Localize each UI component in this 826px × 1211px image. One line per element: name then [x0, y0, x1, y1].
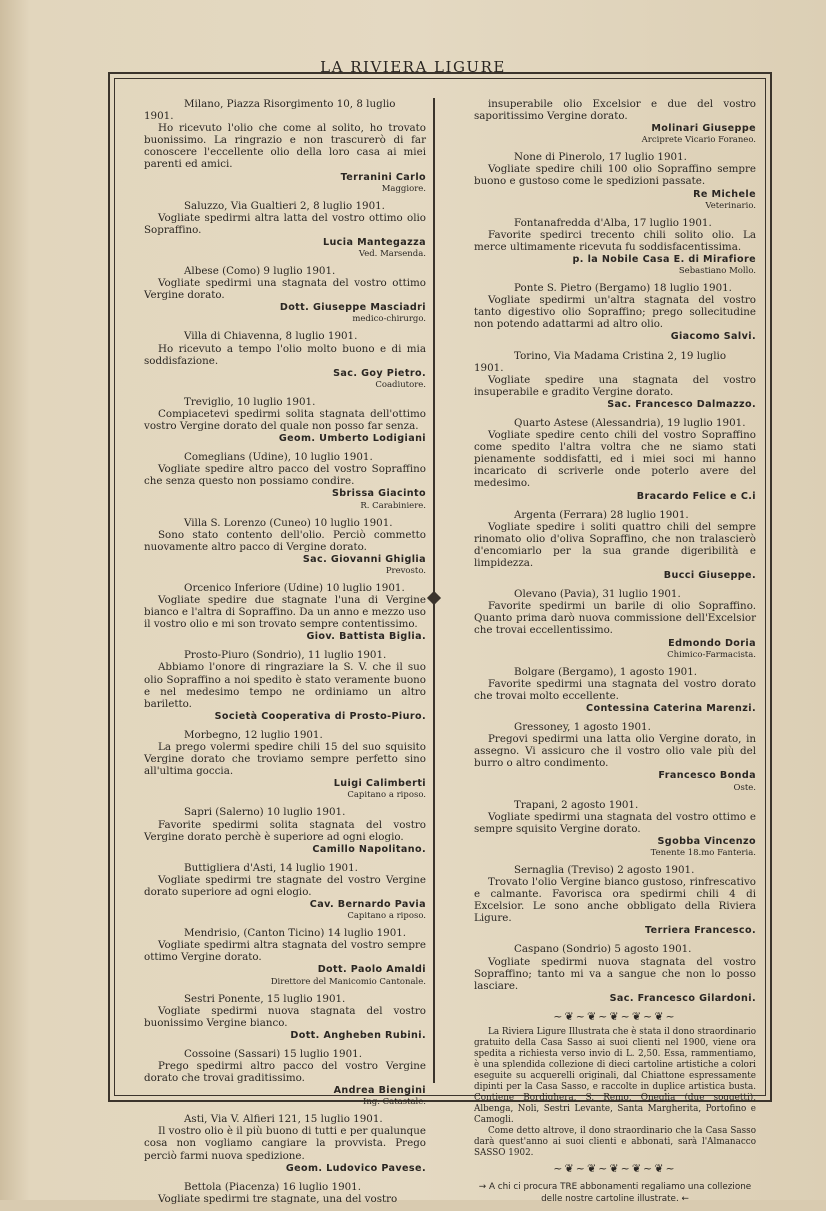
letter-title: Prevosto. — [385, 565, 426, 576]
signature-name: Terriera Francesco. — [645, 925, 756, 937]
letter-body: Vogliate spedirmi un'altra stagnata del vostro tanto digestivo olio Sopraffino; prego sollecitudine non potendo adattarmi ad altro olio. — [474, 294, 756, 331]
letter-signature — [144, 963, 426, 976]
letter-body: Vogliate spedirmi altra stagnata del vostro sempre ottimo Vergine dorato. — [144, 939, 426, 964]
letter-place-date: Morbegno, 12 luglio 1901. — [184, 728, 323, 741]
testimonial-letter — [474, 217, 756, 276]
letter-signature — [474, 398, 756, 411]
testimonial-letter — [474, 943, 756, 1004]
signature-name: Camillo Napolitano. — [312, 843, 426, 855]
signature-name: Molinari Giuseppe — [651, 123, 756, 135]
letter-body: Vogliate spedire i soliti quattro chili del sempre rinomato olio d'oliva Sopraffino, che non tralascierò d'encomiarlo per la sua grande digeribilità e limpidezza. — [474, 520, 756, 569]
testimonial-letter — [144, 200, 426, 259]
letter-title: Oste. — [733, 782, 756, 793]
signature-name: Sgobba Vincenzo — [657, 835, 756, 847]
testimonial-letter — [474, 864, 756, 938]
letter-body: Abbiamo l'onore di ringraziare la S. V. che il suo olio Sopraffino a noi spedito è stato veramente buono e nel medesimo tempo ne ordiniamo un altro bariletto. — [144, 661, 426, 710]
letter-place-date: Villa S. Lorenzo (Cuneo) 10 luglio 1901. — [184, 516, 393, 529]
signature-name: Dott. Giuseppe Masciadri — [279, 302, 426, 314]
letter-title: R. Carabiniere. — [360, 500, 426, 511]
letter-body: Favorite spedirmi una stagnata del vostro dorato che trovai molto eccellente. — [474, 677, 756, 702]
letter-title: Ved. Marsenda. — [358, 249, 426, 260]
signature-name: Lucia Mantegazza — [322, 236, 426, 248]
letter-signature — [144, 777, 426, 790]
letter-body: Vogliate spedire una stagnata del vostro insuperabile e gradito Vergine dorato. — [474, 373, 756, 398]
testimonial-letter — [144, 330, 426, 389]
letter-signature — [144, 843, 426, 856]
signature-name: p. la Nobile Casa E. di Mirafiore — [572, 253, 756, 265]
letter-signature — [474, 637, 756, 650]
letter-place-date: Fontanafredda d'Alba, 17 luglio 1901. — [514, 216, 712, 229]
letter-place-date: Orcenico Inferiore (Udine) 10 luglio 1901. — [184, 581, 405, 594]
signature-name: Giacomo Salvi. — [670, 331, 756, 343]
letter-body: Ho ricevuto a tempo l'olio molto buono e di mia soddisfazione. — [144, 342, 426, 367]
signature-name: Sbrissa Giacinto — [331, 488, 426, 500]
signature-name: Sac. Goy Pietro. — [333, 367, 426, 379]
letter-place-date: Trapani, 2 agosto 1901. — [514, 798, 639, 811]
testimonial-letter — [144, 729, 426, 800]
ornament-rule: ~❦~❦~❦~❦~❦~ — [553, 1009, 677, 1023]
letter-signature — [144, 710, 426, 723]
testimonial-letter — [474, 799, 756, 858]
letter-place-date: Sapri (Salerno) 10 luglio 1901. — [184, 806, 346, 819]
letter-title: Ing. Catastale. — [362, 1097, 426, 1108]
letter-place-date: Gressoney, 1 agosto 1901. — [514, 721, 651, 734]
letter-body: Vogliate spedirmi nuova stagnata del vostro buonissimo Vergine bianco. — [144, 1004, 426, 1029]
testimonial-letter — [144, 806, 426, 855]
signature-name: Dott. Angheben Rubini. — [290, 1029, 426, 1041]
letter-signature — [474, 253, 756, 266]
letter-place-date: Olevano (Pavia), 31 luglio 1901. — [514, 588, 681, 601]
letter-title: Veterinario. — [705, 200, 756, 211]
letter-body: La prego volermi spedire chili 15 del suo squisito Vergine dorato che troviamo sempre perfetto sino all'ultima goccia. — [144, 741, 426, 778]
signature-name: Contessina Caterina Marenzi. — [586, 702, 756, 714]
testimonial-letter — [144, 396, 426, 445]
letter-title: Capitano a riposo. — [347, 790, 426, 801]
signature-name: Sac. Francesco Dalmazzo. — [607, 398, 756, 410]
testimonial-letter — [474, 282, 756, 343]
signature-name: Andrea Biengini — [333, 1085, 426, 1097]
letter-signature — [144, 487, 426, 500]
letter-signature — [474, 569, 756, 582]
letter-place-date: Buttigliera d'Asti, 14 luglio 1901. — [184, 861, 358, 874]
testimonial-letter — [144, 451, 426, 510]
letter-place-date: Bolgare (Bergamo), 1 agosto 1901. — [514, 665, 698, 678]
letter-place-date: Cossoine (Sassari) 15 luglio 1901. — [184, 1047, 362, 1060]
signature-name: Società Cooperativa di Prosto-Piuro. — [214, 710, 426, 722]
signature-name: Bucci Giuseppe. — [663, 570, 756, 582]
testimonial-letter — [474, 350, 756, 411]
left-column — [144, 98, 426, 1211]
letter-body: Pregovi spedirmi una latta olio Vergine dorato, in assegno. Vi assicuro che il vostro olio vale più del burro o altro condimento. — [474, 733, 756, 770]
letter-place-date: Quarto Astese (Alessandria), 19 luglio 1901. — [514, 416, 746, 429]
notice-paragraph-1: La Riviera Ligure Illustrata che è stata il dono straordinario gratuito della Casa Sasso ai suoi clienti nel 1900, viene ora spedita a richiesta verso invio di L. 2,50. Essa, rammentiamo, è una splendida collezione di dieci cartoline artistiche a colori eseguite su acquerelli originali, dal Chiattone espressamente dipinti per la Casa Sasso, e raccolte in duplice artistica busta. Contiene Bordighera, S. Remo, Oneglia (due soggetti), Albenga, Noli, Sestri Levante, Santa Margherita, Portofino e Camogli. — [474, 1027, 756, 1125]
signature-name: Giov. Battista Biglia. — [306, 631, 426, 643]
letter-title: Maggiore. — [381, 183, 426, 194]
letter-place-date: Milano, Piazza Risorgimento 10, 8 luglio 1901. — [144, 98, 396, 123]
letter-body: insuperabile olio Excelsior e due del vostro saporitissimo Vergine dorato. — [474, 98, 756, 123]
letter-place-date: Saluzzo, Via Gualtieri 2, 8 luglio 1901. — [184, 199, 385, 212]
letter-title: Coadiutore. — [375, 379, 426, 390]
letter-signature — [144, 236, 426, 249]
letter-signature — [474, 490, 756, 503]
letter-place-date: Sestri Ponente, 15 luglio 1901. — [184, 992, 346, 1005]
letter-place-date: Bettola (Piacenza) 16 luglio 1901. — [184, 1180, 361, 1193]
testimonial-letter — [144, 98, 426, 194]
letter-body: Favorite spedirmi solita stagnata del vostro Vergine dorato perchè è superiore ad ogni elogio. — [144, 818, 426, 843]
letter-body: Vogliate spedirmi nuova stagnata del vostro Sopraffino; tanto mi va a sangue che non lo posso lasciare. — [474, 955, 756, 992]
subscription-footnote: → A chi ci procura TRE abbonamenti regaliamo una collezione delle nostre cartoline illustrate. ← — [478, 1182, 752, 1205]
testimonial-letter — [144, 1181, 426, 1205]
letter-title: Direttore del Manicomio Cantonale. — [270, 976, 426, 987]
letter-place-date: Villa di Chiavenna, 8 luglio 1901. — [184, 330, 358, 343]
letter-body: Vogliate spedirmi tre stagnate, una del vostro — [158, 1192, 398, 1205]
letter-place-date: None di Pinerolo, 17 luglio 1901. — [514, 151, 687, 164]
letter-place-date: Asti, Via V. Alfieri 121, 15 luglio 1901. — [184, 1113, 383, 1126]
testimonial-letter — [474, 721, 756, 792]
letter-signature — [144, 432, 426, 445]
letter-signature — [474, 769, 756, 782]
ornament-rule-bottom: ~❦~❦~❦~❦~❦~ — [553, 1162, 677, 1175]
letter-body: Trovato l'olio Vergine bianco gustoso, rinfrescativo e calmante. Favorisca ora spedirmi chili 4 di Excelsior. Le sono anche obbligato della Riviera Ligure. — [474, 875, 756, 925]
letter-body: Vogliate spedirmi altra latta del vostro ottimo olio Sopraffino. — [144, 211, 426, 236]
letter-place-date: Mendrisio, (Canton Ticino) 14 luglio 1901. — [184, 927, 407, 940]
letter-place-date: Treviglio, 10 luglio 1901. — [184, 395, 316, 408]
letter-place-date: Argenta (Ferrara) 28 luglio 1901. — [514, 508, 689, 521]
signature-name: Re Michele — [693, 188, 756, 200]
letter-signature — [474, 702, 756, 715]
signature-name: Sac. Giovanni Ghiglia — [302, 553, 426, 565]
testimonial-letter — [144, 1048, 426, 1107]
testimonial-letter — [474, 588, 756, 659]
letter-signature — [144, 171, 426, 184]
letter-place-date: Torino, Via Madama Cristina 2, 19 luglio 1901. — [474, 349, 727, 374]
letter-title: medico-chirurgo. — [352, 314, 426, 325]
signature-name: Terranini Carlo — [340, 171, 426, 183]
right-column — [474, 98, 756, 1205]
letter-title: Tenente 18.mo Fanteria. — [650, 847, 756, 858]
letter-signature — [144, 898, 426, 911]
letter-body: Vogliate spedirmi tre stagnate del vostro Vergine dorato superiore ad ogni elogio. — [144, 873, 426, 898]
letter-place-date: Ponte S. Pietro (Bergamo) 18 luglio 1901. — [514, 282, 732, 295]
testimonial-letter — [474, 98, 756, 145]
signature-name: Edmondo Doria — [668, 637, 756, 649]
letter-body: Il vostro olio è il più buono di tutti e per qualunque cosa non vogliamo cangiare la provvista. Prego perciò farmi nuova spedizione. — [144, 1125, 426, 1162]
testimonial-letter — [144, 927, 426, 986]
right-letters — [474, 98, 756, 1005]
letter-body: Vogliate spedirmi una stagnata del vostro ottimo Vergine dorato. — [144, 277, 426, 302]
testimonial-letter — [474, 417, 756, 503]
testimonial-letter — [474, 509, 756, 583]
signature-name: Cav. Bernardo Pavia — [309, 899, 426, 911]
letter-place-date: Comeglians (Udine), 10 luglio 1901. — [184, 451, 373, 464]
letter-place-date: Caspano (Sondrio) 5 agosto 1901. — [514, 943, 692, 956]
letter-body: Favorite spedirmi un barile di olio Sopraffino. Quanto prima darò nuova commissione dell'Excelsior che trovai eccellentissimo. — [474, 600, 756, 637]
letter-signature — [144, 553, 426, 566]
signature-name: Geom. Umberto Lodigiani — [278, 433, 426, 445]
letter-signature — [144, 630, 426, 643]
signature-name: Geom. Ludovico Pavese. — [285, 1162, 426, 1174]
testimonial-letter — [474, 666, 756, 715]
letter-body: Vogliate spedire due stagnate l'una di Vergine bianco e l'altra di Sopraffino. Da un anno e mezzo uso il vostro olio e mi son trovato sempre contentissimo. — [144, 594, 426, 631]
letter-signature — [474, 122, 756, 135]
letter-body: Sono stato contento dell'olio. Perciò commetto nuovamente altro pacco di Vergine dorato. — [144, 528, 426, 553]
letter-signature — [144, 1084, 426, 1097]
letter-title: Chimico-Farmacista. — [667, 649, 756, 660]
letter-place-date: Sernaglia (Treviso) 2 agosto 1901. — [514, 863, 695, 876]
signature-name: Francesco Bonda — [658, 770, 756, 782]
letter-signature — [144, 1162, 426, 1175]
testimonial-letter — [144, 517, 426, 576]
letter-title: Sebastiano Mollo. — [678, 266, 756, 277]
letter-title: Capitano a riposo. — [347, 911, 426, 922]
letter-body: Vogliate spedire chili 100 olio Sopraffino sempre buono e gustoso come le spedizioni passate. — [474, 163, 756, 188]
letter-signature — [474, 992, 756, 1005]
letter-body: Vogliate spedire altro pacco del vostro Sopraffino che senza questo non possiamo condire. — [144, 463, 426, 488]
letter-body: Compiacetevi spedirmi solita stagnata dell'ottimo vostro Vergine dorato del quale non posso far senza. — [144, 407, 426, 432]
testimonial-letter — [144, 582, 426, 643]
signature-name: Dott. Paolo Amaldi — [317, 964, 426, 976]
running-title: LA RIVIERA LIGURE — [320, 58, 506, 76]
letter-place-date: Albese (Como) 9 luglio 1901. — [184, 265, 336, 278]
testimonial-letter — [144, 1113, 426, 1174]
letter-signature — [144, 1029, 426, 1042]
letter-signature — [144, 301, 426, 314]
letter-body: Favorite spedirci trecento chili solito olio. La merce ultimamente ricevuta fu soddisfacentissima. — [474, 228, 756, 253]
letter-signature — [474, 924, 756, 937]
signature-name: Sac. Francesco Gilardoni. — [609, 992, 756, 1004]
letter-title: Arciprete Vicario Foraneo. — [641, 135, 756, 146]
letter-place-date: Prosto-Piuro (Sondrio), 11 luglio 1901. — [184, 649, 387, 662]
notice-paragraph-2: Come detto altrove, il dono straordinario che la Casa Sasso darà quest'anno ai suoi clienti e abbonati, sarà l'Almanacco SASSO 1902. — [474, 1126, 756, 1158]
testimonial-letter — [144, 265, 426, 324]
testimonial-letter — [144, 649, 426, 723]
letter-body: Vogliate spedirmi una stagnata del vostro ottimo e sempre squisito Vergine dorato. — [474, 810, 756, 835]
letter-body: Prego spedirmi altro pacco del vostro Vergine dorato che trovai graditissimo. — [144, 1060, 426, 1085]
signature-name: Luigi Calimberti — [333, 778, 426, 790]
letter-signature — [474, 330, 756, 343]
testimonial-letter — [144, 993, 426, 1042]
testimonial-letter — [474, 151, 756, 210]
column-divider — [433, 98, 435, 1083]
letter-body: Ho ricevuto l'olio che come al solito, ho trovato buonissimo. La ringrazio e non trascurerò di far conoscere l'eccellente olio della loro casa ai miei parenti ed amici. — [144, 122, 426, 171]
letter-signature — [474, 835, 756, 848]
testimonial-letter — [144, 862, 426, 921]
letter-signature — [144, 367, 426, 380]
letter-signature — [474, 188, 756, 201]
signature-name: Bracardo Felice e C.i — [636, 490, 756, 502]
letter-body: Vogliate spedire cento chili del vostro Sopraffino come spedito l'altra voltra che ne siamo stati pienamente soddisfatti, ed i miei soci mi hanno incaricato di scriverle onde poterlo avere del medesimo. — [474, 429, 756, 490]
